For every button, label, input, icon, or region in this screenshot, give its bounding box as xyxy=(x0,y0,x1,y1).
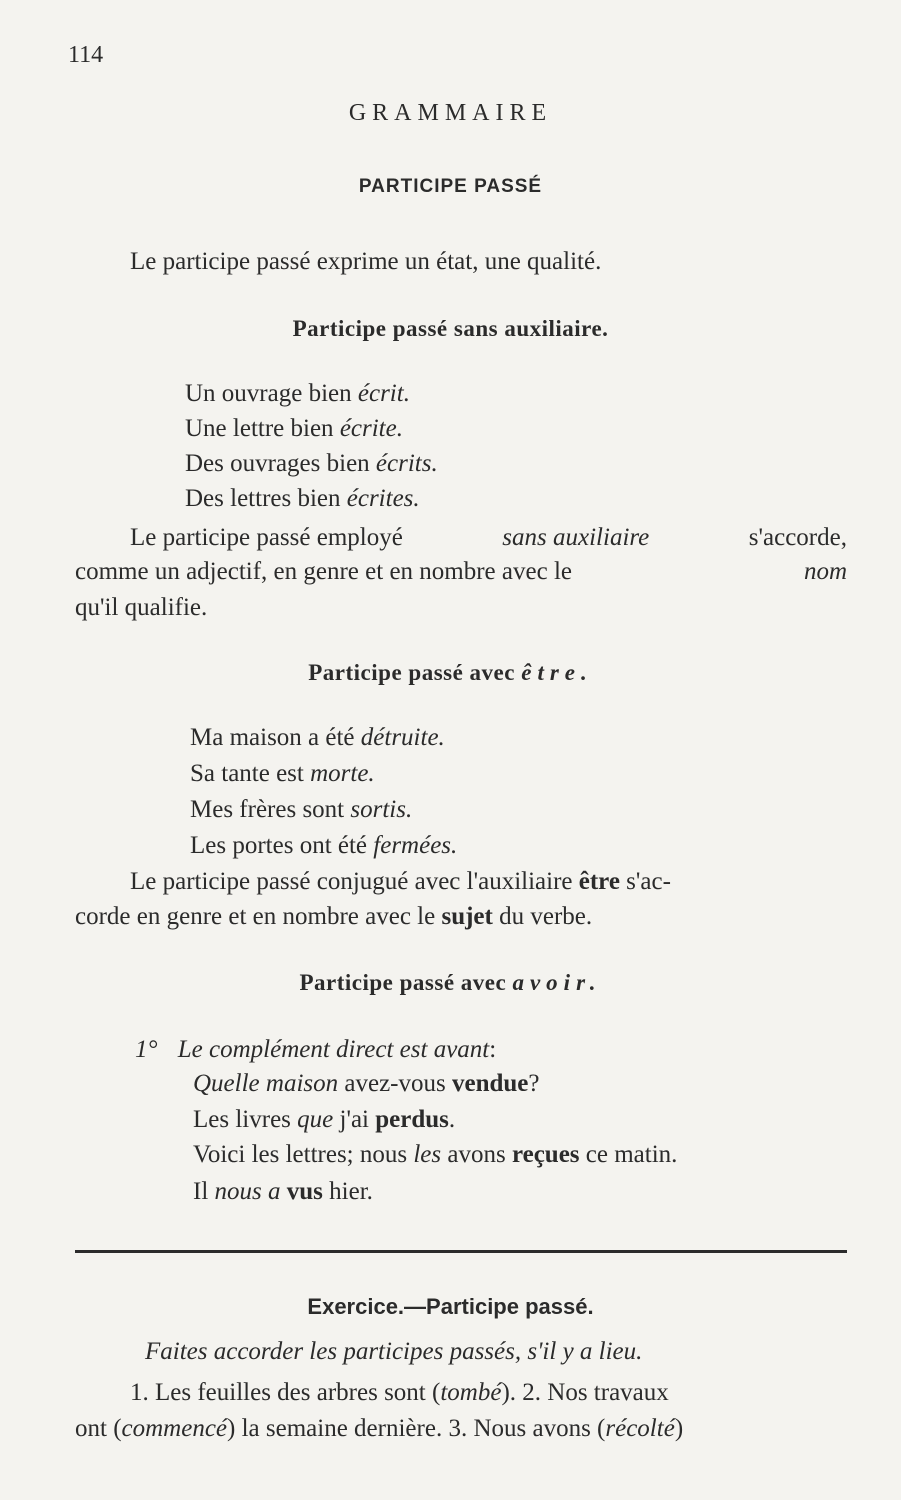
rule-emphasis: sans auxiliaire xyxy=(502,524,650,551)
intro-sentence: Le participe passé exprime un état, une qualité. xyxy=(130,248,602,275)
exercise-text: ) xyxy=(674,1415,684,1442)
example-participle: écrites. xyxy=(346,485,420,512)
example-line xyxy=(185,380,410,408)
section-title: GRAMMAIRE xyxy=(348,100,553,126)
exercise-participle: tombé xyxy=(440,1379,502,1406)
rule-text: comme un adjectif, en genre et en nombre avec le xyxy=(75,558,572,585)
heading-avec-etre xyxy=(0,660,901,686)
example-line xyxy=(193,1141,677,1169)
example-text: Les livres xyxy=(193,1106,298,1133)
heading-text: Participe passé avec xyxy=(308,660,522,685)
example-text: Sa tante est xyxy=(190,760,311,787)
rule-line: qu'il qualifie. xyxy=(75,594,208,621)
rule-line xyxy=(130,524,847,552)
rule-text: s'ac- xyxy=(619,868,671,895)
example-line xyxy=(185,415,403,443)
rule-emphasis: nom xyxy=(803,558,847,585)
example-line xyxy=(190,724,445,752)
example-text: Des lettres bien xyxy=(185,485,347,512)
exercise-text: 1. Les feuilles des arbres sont ( xyxy=(130,1379,441,1406)
heading-sans-auxiliaire: Participe passé sans auxiliaire. xyxy=(292,316,609,341)
example-object: les xyxy=(413,1141,442,1168)
example-participle: vendue xyxy=(451,1070,529,1097)
example-participle: écrite. xyxy=(339,415,403,442)
section-divider xyxy=(75,1250,847,1253)
example-participle: écrits. xyxy=(375,450,438,477)
example-participle: écrit. xyxy=(357,380,410,407)
example-text: hier. xyxy=(322,1178,373,1205)
example-text: avez-vous xyxy=(338,1070,452,1097)
exercise-line xyxy=(130,1379,669,1407)
point-colon: : xyxy=(489,1036,497,1063)
subtitle: PARTICIPE PASSÉ xyxy=(358,176,543,197)
example-participle: sortis. xyxy=(350,796,413,823)
exercise-participle: commencé xyxy=(121,1415,228,1442)
example-line xyxy=(193,1178,373,1206)
exercise-text: ). 2. Nos travaux xyxy=(501,1379,669,1406)
rule-text: du verbe. xyxy=(492,903,593,930)
example-text: ce matin. xyxy=(579,1141,678,1168)
example-text: Voici les lettres; nous xyxy=(193,1141,414,1168)
example-line xyxy=(190,760,375,788)
exercise-title: Exercice.—Participe passé. xyxy=(307,1294,594,1319)
example-object: que xyxy=(297,1106,334,1133)
heading-avec-avoir xyxy=(0,970,901,996)
rule-text: s'accorde, xyxy=(748,524,847,551)
example-text: Mes frères sont xyxy=(190,796,351,823)
example-text: . xyxy=(448,1106,456,1133)
exercise-text: ont ( xyxy=(75,1415,122,1442)
example-participle: reçues xyxy=(511,1141,580,1168)
example-text: Une lettre bien xyxy=(185,415,340,442)
example-text: Les portes ont été xyxy=(190,832,374,859)
exercise-text: ) la semaine dernière. 3. Nous avons ( xyxy=(227,1415,606,1442)
example-participle: perdus xyxy=(375,1106,449,1133)
point-line xyxy=(135,1036,496,1064)
exercise-line xyxy=(75,1415,683,1443)
rule-text: Le participe passé employé xyxy=(130,524,403,551)
rule-text: Le participe passé conjugué avec l'auxiliaire xyxy=(130,868,579,895)
example-text: Ma maison a été xyxy=(190,724,361,751)
example-text: ? xyxy=(528,1070,540,1097)
page-number: 114 xyxy=(68,42,104,68)
example-line xyxy=(193,1106,455,1134)
rule-emphasis: être xyxy=(578,868,620,895)
example-participle: fermées. xyxy=(373,832,458,859)
rule-line xyxy=(75,903,592,931)
heading-emphasis: être. xyxy=(521,660,593,685)
example-text: Il xyxy=(193,1178,215,1205)
example-object: Quelle maison xyxy=(193,1070,339,1097)
example-line xyxy=(185,485,420,513)
rule-line xyxy=(75,558,847,586)
example-object: nous a xyxy=(214,1178,281,1205)
example-line xyxy=(190,796,412,824)
example-line xyxy=(193,1070,539,1098)
rule-text: corde en genre et en nombre avec le xyxy=(75,903,442,930)
rule-emphasis: sujet xyxy=(441,903,493,930)
example-text: Des ouvrages bien xyxy=(185,450,376,477)
exercise-participle: récolté xyxy=(605,1415,675,1442)
example-participle: vus xyxy=(280,1178,323,1205)
example-participle: détruite. xyxy=(360,724,445,751)
point-text: Le complément direct est avant xyxy=(177,1036,490,1063)
example-line xyxy=(190,832,457,860)
rule-line xyxy=(130,868,671,896)
example-participle: morte. xyxy=(310,760,375,787)
example-text: j'ai xyxy=(333,1106,376,1133)
example-text: Un ouvrage bien xyxy=(185,380,358,407)
exercise-instruction: Faites accorder les participes passés, s'il y a lieu. xyxy=(145,1338,643,1365)
heading-text: Participe passé avec xyxy=(299,970,513,995)
example-line xyxy=(185,450,438,478)
point-number: 1° xyxy=(135,1036,158,1063)
heading-emphasis: avoir. xyxy=(512,970,602,995)
example-text: avons xyxy=(441,1141,512,1168)
